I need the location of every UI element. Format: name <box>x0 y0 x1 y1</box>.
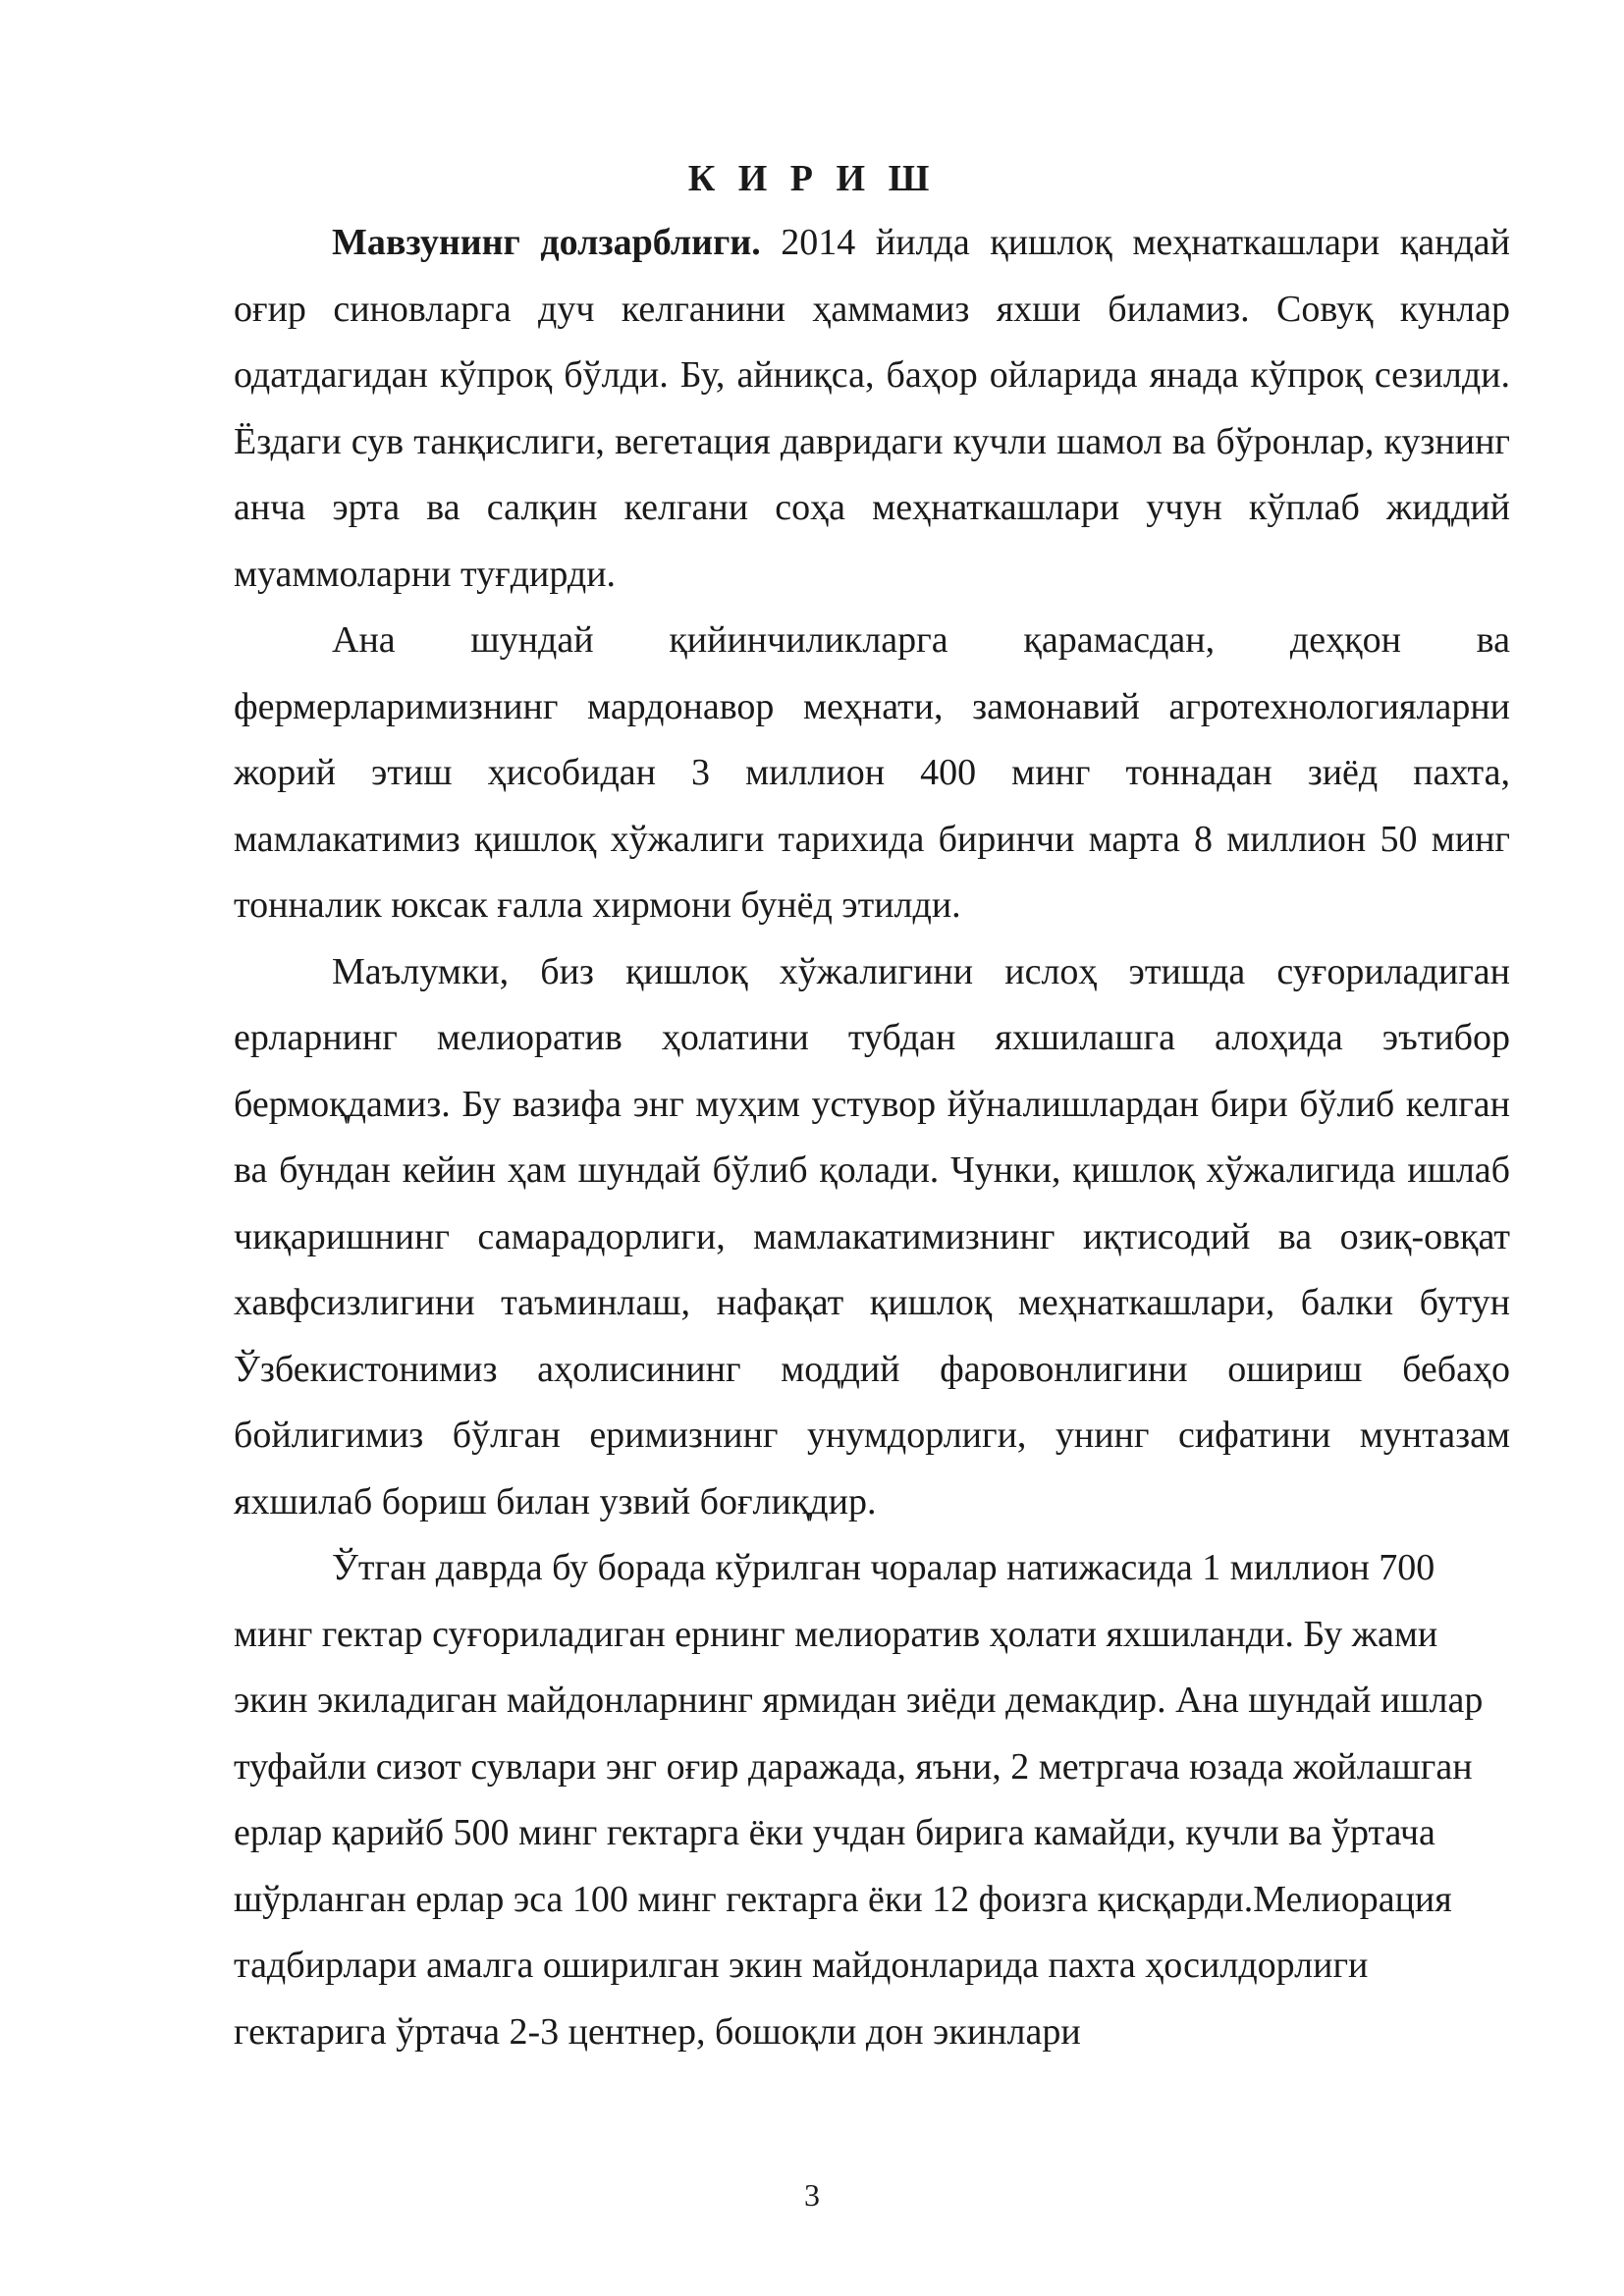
page-number: 3 <box>804 2177 820 2213</box>
paragraph-text: 2014 йилда қишлоқ меҳнаткашлари қандай оғир синовларга дуч келганини ҳаммамиз яхши биламиз. Совуқ кунлар одатдагидан кўпроқ бўлди. Бу, айниқса, баҳор ойларида янада кўпроқ сезилди. Ёздаги сув танқислиги, вегетация давридаги кучли шамол ва бўронлар, кузнинг анча эрта ва салқин келгани соҳа меҳнаткашлари учун кўплаб жиддий муаммоларни туғдирди. <box>234 222 1510 595</box>
paragraph-lead: Мавзунинг долзарблиги. <box>332 222 761 263</box>
section-heading: К И Р И Ш <box>687 158 937 199</box>
paragraph-results: Ўтган даврда бу борада кўрилган чоралар натижасида 1 миллион 700 минг гектар суғориладиган ернинг мелиоратив ҳолати яхшиланди. Бу жами экин экиладиган майдонларнинг ярмидан зиёди демакдир. Ана шундай ишлар туфайли сизот сувлари энг оғир даражада, яъни, 2 метргача юзада жойлашган ерлар қарийб 500 минг гектарга ёки учдан бирига камайди, кучли ва ўртача шўрланган ерлар эса 100 минг гектарга ёки 12 фоизга қисқарди.Мелиорация тадбирлари амалга оширилган экин майдонларида пахта ҳосилдорлиги гектарига ўртача 2-3 центнер, бошоқли дон экинлари <box>234 1547 1484 2053</box>
justified-block <box>234 210 1510 1535</box>
paragraph-melioration: Маълумки, биз қишлоқ хўжалигини ислоҳ этишда суғориладиган ерларнинг мелиоратив ҳолатини тубдан яхшилашга алоҳида эътибор бермоқдамиз. Бу вазифа энг муҳим устувор йўналишлардан бири бўлиб келган ва бундан кейин ҳам шундай бўлиб қолади. Чунки, қишлоқ хўжалигида ишлаб чиқаришнинг самарадорлиги, мамлакатимизнинг иқтисодий ва озиқ-овқат хавфсизлигини таъминлаш, нафақат қишлоқ меҳнаткашлари, балки бутун Ўзбекистонимиз аҳолисининг моддий фаровонлигини ошириш бебаҳо бойлигимиз бўлган еримизнинг унумдорлиги, унинг сифатини мунтазам яхшилаб бориш билан узвий боғлиқдир. <box>234 950 1510 1522</box>
paragraph-relevance <box>234 210 1510 608</box>
paragraph-harvest: Ана шундай қийинчиликларга қарамасдан, деҳқон ва фермерларимизнинг мардонавор меҳнати, замонавий агротехнологияларни жорий этиш ҳисобидан 3 миллион 400 минг тоннадан зиёд пахта, мамлакатимиз қишлоқ хўжалиги тарихида биринчи марта 8 миллион 50 минг тонналик юксак ғалла хирмони бунёд этилди. <box>234 619 1510 926</box>
document-body <box>234 210 1510 2065</box>
ragged-block <box>234 1535 1510 2065</box>
